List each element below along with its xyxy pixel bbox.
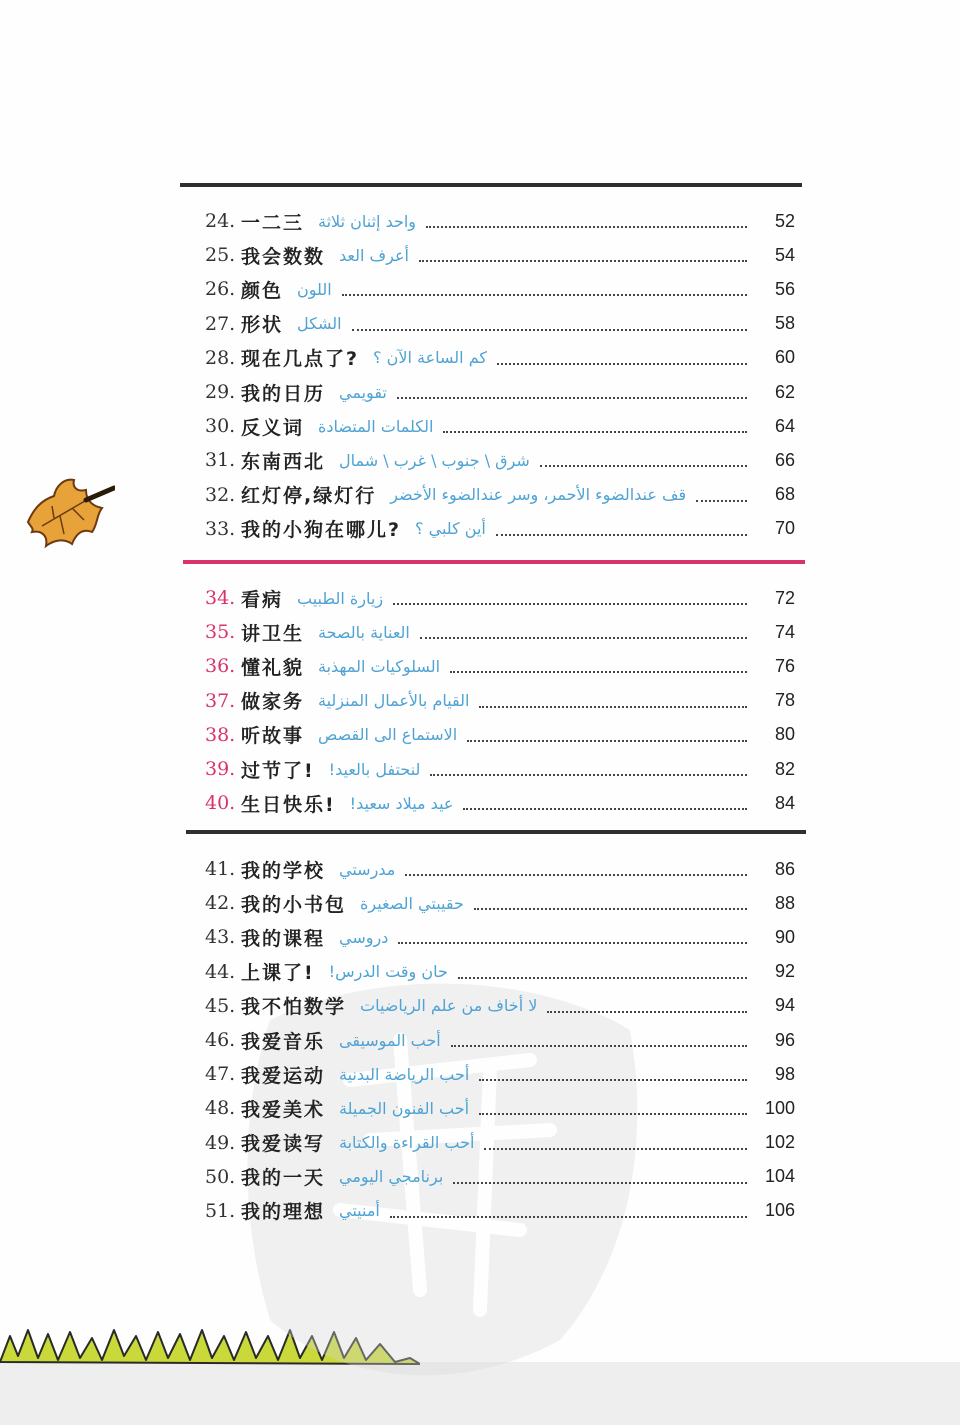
toc-entry[interactable]: [205, 955, 795, 989]
entry-title-chinese: 颜色: [241, 279, 284, 302]
dot-leader: [453, 1182, 747, 1184]
toc-entry[interactable]: [205, 375, 795, 409]
page-number: 64: [774, 415, 795, 436]
entry-number: 27.: [205, 312, 236, 335]
entry-number: 42.: [205, 892, 236, 915]
page-number: 80: [774, 724, 795, 745]
dot-leader: [497, 363, 747, 365]
toc-entry[interactable]: [205, 581, 795, 615]
entry-title-arabic: برنامجي اليومي: [339, 1167, 444, 1187]
page-number: 74: [774, 621, 795, 642]
toc-entry[interactable]: [205, 512, 795, 546]
dot-leader: [393, 603, 747, 605]
entry-title-chinese: 反义词: [241, 416, 305, 439]
entry-title-chinese: 我不怕数学: [241, 996, 347, 1019]
entry-number: 36.: [205, 655, 236, 678]
entry-number: 24.: [205, 210, 236, 233]
toc-entry[interactable]: [205, 307, 795, 341]
entry-title-arabic: لنحتفل بالعيد!: [328, 759, 421, 779]
entry-number: 31.: [205, 449, 236, 472]
toc-entry[interactable]: [205, 1091, 795, 1125]
section-divider-top: [180, 183, 802, 187]
entry-title-arabic: حان وقت الدرس!: [328, 962, 448, 982]
entry-title-chinese: 我的小狗在哪儿?: [241, 519, 402, 542]
entry-title-arabic: أين كلبي ؟: [415, 519, 486, 539]
page-number: 98: [774, 1063, 795, 1084]
page-number: 54: [774, 244, 795, 265]
entry-title-arabic: مدرستي: [339, 859, 396, 879]
entry-title-arabic: زيارة الطبيب: [297, 588, 384, 608]
entry-title-chinese: 东南西北: [241, 450, 326, 473]
page-number: 88: [774, 892, 795, 913]
dot-leader: [443, 431, 747, 433]
entry-title-arabic: الاستماع الى القصص: [318, 725, 458, 745]
page-number: 58: [774, 313, 795, 334]
entry-title-chinese: 生日快乐!: [241, 793, 336, 816]
entry-title-chinese: 形状: [241, 314, 284, 337]
toc-entry[interactable]: [205, 649, 795, 683]
entry-title-arabic: القيام بالأعمال المنزلية: [318, 691, 470, 711]
page-number: 68: [774, 484, 795, 505]
entry-title-chinese: 红灯停,绿灯行: [241, 485, 377, 508]
page-number: 94: [774, 995, 795, 1016]
entry-title-chinese: 上课了!: [241, 962, 315, 985]
toc-section-2: [205, 581, 795, 820]
entry-title-chinese: 懂礼貌: [241, 656, 305, 679]
page-number: 78: [774, 690, 795, 711]
entry-title-arabic: كم الساعة الآن ؟: [373, 348, 487, 368]
dot-leader: [405, 874, 747, 876]
page-number: 62: [774, 381, 795, 402]
dot-leader: [342, 294, 747, 296]
toc-entry[interactable]: [205, 1194, 795, 1228]
toc-entry[interactable]: [205, 204, 795, 238]
toc-entry[interactable]: [205, 1023, 795, 1057]
entry-number: 50.: [205, 1165, 236, 1188]
entry-number: 47.: [205, 1063, 236, 1086]
dot-leader: [496, 534, 747, 536]
entry-title-chinese: 讲卫生: [241, 622, 305, 645]
entry-title-arabic: لا أخاف من علم الرياضيات: [360, 996, 538, 1016]
dot-leader: [450, 671, 747, 673]
entry-title-chinese: 现在几点了?: [241, 348, 360, 371]
toc-entry[interactable]: [205, 1160, 795, 1194]
maple-leaf-icon: [20, 470, 115, 555]
page-number: 56: [774, 278, 795, 299]
page-number: 106: [764, 1200, 795, 1221]
entry-number: 35.: [205, 621, 236, 644]
dot-leader: [420, 637, 747, 639]
entry-number: 45.: [205, 994, 236, 1017]
toc-entry[interactable]: [205, 443, 795, 477]
entry-title-chinese: 一二三: [241, 211, 305, 234]
entry-title-arabic: اللون: [297, 279, 332, 299]
entry-title-arabic: أمنيتي: [339, 1201, 380, 1221]
entry-title-chinese: 做家务: [241, 691, 305, 714]
page-number: 82: [774, 758, 795, 779]
entry-title-arabic: أحب القراءة والكتابة: [339, 1133, 475, 1153]
toc-entry[interactable]: [205, 238, 795, 272]
entry-title-arabic: واحد إثنان ثلاثة: [318, 211, 417, 231]
entry-title-arabic: الكلمات المتضادة: [318, 416, 434, 436]
page-number: 66: [774, 449, 795, 470]
entry-number: 51.: [205, 1199, 236, 1222]
dot-leader: [479, 1079, 747, 1081]
dot-leader: [451, 1045, 747, 1047]
dot-leader: [430, 774, 747, 776]
entry-number: 39.: [205, 758, 236, 781]
entry-title-chinese: 我的理想: [241, 1201, 326, 1224]
dot-leader: [479, 1113, 747, 1115]
entry-number: 30.: [205, 415, 236, 438]
toc-entry[interactable]: [205, 272, 795, 306]
entry-title-arabic: حقيبتي الصغيرة: [360, 893, 464, 913]
entry-number: 33.: [205, 517, 236, 540]
dot-leader: [397, 397, 747, 399]
entry-number: 49.: [205, 1131, 236, 1154]
entry-number: 37.: [205, 689, 236, 712]
page-number: 60: [774, 347, 795, 368]
toc-entry[interactable]: [205, 1126, 795, 1160]
dot-leader: [426, 226, 747, 228]
entry-title-chinese: 我爱美术: [241, 1098, 326, 1121]
entry-title-arabic: عيد ميلاد سعيد!: [349, 793, 454, 813]
dot-leader: [398, 942, 747, 944]
page-number: 76: [774, 655, 795, 676]
dot-leader: [696, 500, 747, 502]
entry-number: 32.: [205, 483, 236, 506]
dot-leader: [547, 1011, 747, 1013]
entry-title-chinese: 我爱读写: [241, 1133, 326, 1156]
page-number: 96: [774, 1029, 795, 1050]
entry-number: 44.: [205, 960, 236, 983]
page-number: 72: [774, 587, 795, 608]
page-number: 90: [774, 926, 795, 947]
entry-title-arabic: شرق \ جنوب \ غرب \ شمال: [339, 450, 530, 470]
toc-entry[interactable]: [205, 718, 795, 752]
page-number: 52: [774, 210, 795, 231]
entry-number: 25.: [205, 244, 236, 267]
toc-entry[interactable]: [205, 615, 795, 649]
entry-title-arabic: قف عندالضوء الأحمر، وسر عندالضوء الأخضر: [390, 485, 687, 505]
section-divider-pink: [183, 560, 805, 564]
page-number: 84: [774, 792, 795, 813]
entry-title-chinese: 我的学校: [241, 859, 326, 882]
dot-leader: [458, 977, 747, 979]
entry-title-chinese: 看病: [241, 588, 284, 611]
entry-number: 29.: [205, 381, 236, 404]
entry-number: 41.: [205, 858, 236, 881]
page-number: 86: [774, 858, 795, 879]
entry-title-arabic: الشكل: [297, 314, 342, 334]
dot-leader: [479, 706, 747, 708]
page-number: 92: [774, 961, 795, 982]
page-number: 100: [764, 1097, 795, 1118]
dot-leader: [390, 1216, 747, 1218]
toc-entry[interactable]: [205, 409, 795, 443]
section-divider-bottom: [186, 830, 806, 834]
dot-leader: [474, 908, 747, 910]
entry-title-chinese: 我的日历: [241, 382, 326, 405]
toc-entry[interactable]: [205, 852, 795, 886]
toc-entry[interactable]: [205, 786, 795, 820]
entry-title-chinese: 我的小书包: [241, 893, 347, 916]
entry-number: 40.: [205, 792, 236, 815]
toc-entry[interactable]: [205, 886, 795, 920]
entry-title-arabic: دروسي: [339, 927, 389, 947]
entry-title-arabic: أعرف العد: [339, 245, 409, 265]
toc-entry[interactable]: [205, 752, 795, 786]
dot-leader: [352, 329, 747, 331]
dot-leader: [463, 808, 747, 810]
entry-number: 38.: [205, 723, 236, 746]
dot-leader: [467, 740, 747, 742]
dot-leader: [540, 465, 747, 467]
entry-title-arabic: أحب الرياضة البدنية: [339, 1064, 470, 1084]
entry-title-arabic: أحب الموسيقى: [339, 1030, 441, 1050]
entry-title-chinese: 我的一天: [241, 1167, 326, 1190]
toc-entry[interactable]: [205, 1057, 795, 1091]
toc-entry[interactable]: [205, 684, 795, 718]
entry-title-arabic: العناية بالصحة: [318, 622, 410, 642]
entry-number: 43.: [205, 926, 236, 949]
entry-title-chinese: 我爱运动: [241, 1064, 326, 1087]
entry-number: 26.: [205, 278, 236, 301]
toc-entry[interactable]: [205, 341, 795, 375]
entry-number: 34.: [205, 587, 236, 610]
entry-number: 28.: [205, 346, 236, 369]
entry-title-chinese: 我的课程: [241, 927, 326, 950]
toc-entry[interactable]: [205, 989, 795, 1023]
page-number: 102: [764, 1132, 795, 1153]
toc-section-1: [205, 204, 795, 546]
entry-title-chinese: 我爱音乐: [241, 1030, 326, 1053]
entry-number: 46.: [205, 1029, 236, 1052]
toc-entry[interactable]: [205, 920, 795, 954]
dot-leader: [419, 260, 747, 262]
page-number: 70: [774, 518, 795, 539]
entry-number: 48.: [205, 1097, 236, 1120]
entry-title-arabic: السلوكيات المهذبة: [318, 656, 441, 676]
entry-title-chinese: 过节了!: [241, 759, 315, 782]
toc-entry[interactable]: [205, 478, 795, 512]
page-number: 104: [764, 1166, 795, 1187]
entry-title-arabic: أحب الفنون الجميلة: [339, 1098, 470, 1118]
entry-title-arabic: تقويمي: [339, 382, 387, 402]
entry-title-chinese: 听故事: [241, 725, 305, 748]
entry-title-chinese: 我会数数: [241, 245, 326, 268]
toc-section-3: [205, 852, 795, 1228]
dot-leader: [484, 1148, 747, 1150]
